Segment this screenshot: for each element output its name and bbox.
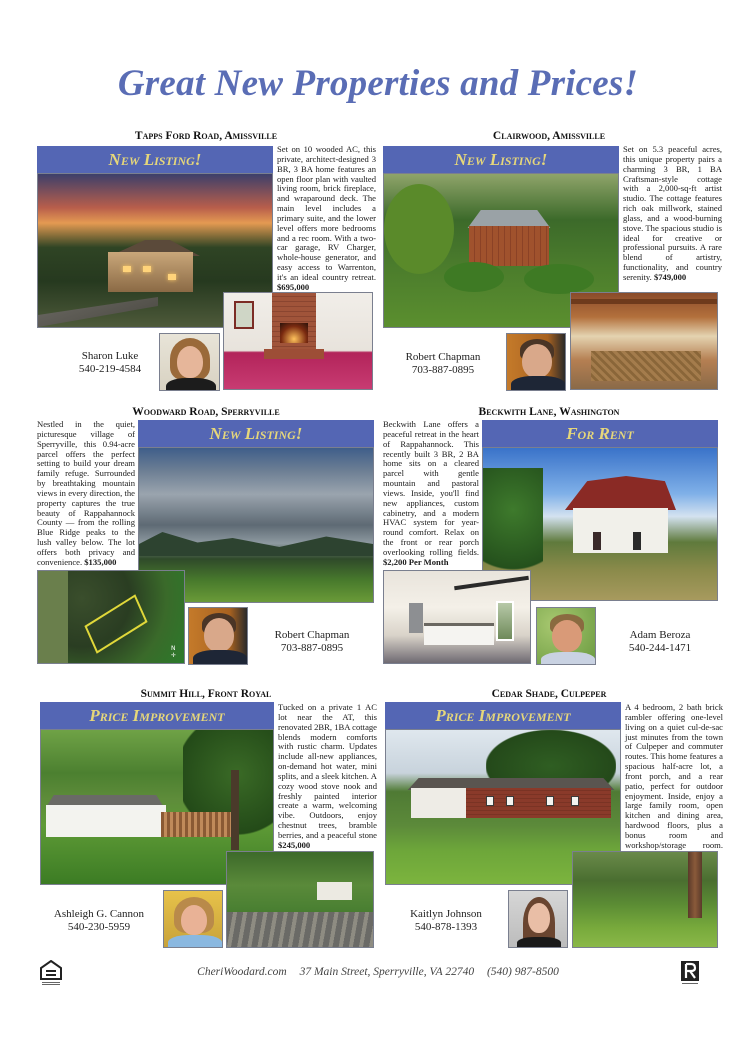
aerial-lot-map: [37, 570, 185, 664]
listing-description: Nestled in the quiet, picturesque village of Sperryville, this 0.94-acre parcel offers the perfect setting to build your dream family refuge. Surrounded by breathtaking mountain views in every direction, the property captures the true beauty of Rappahannock County — from the rolling Blue Ridge peaks to the lush valley below. The lot offers both privacy and convenience. $135,000: [37, 419, 135, 567]
agent-name: Ashleigh G. Cannon: [53, 908, 145, 920]
page-headline: Great New Properties and Prices!: [117, 63, 639, 104]
footer-phone[interactable]: (540) 987-8500: [486, 966, 559, 978]
compass-icon: N ✛: [170, 645, 176, 659]
listing-title: Summit Hill, Front Royal: [140, 688, 272, 700]
agent-photo-sharon-luke: [159, 333, 220, 391]
agent-photo-adam-beroza: [536, 607, 596, 665]
listing-banner: New Listing!: [37, 146, 273, 173]
listing-banner: Price Improvement: [385, 702, 621, 729]
listing-title: Beckwith Lane, Washington: [478, 406, 620, 418]
agent-photo-robert-chapman: [188, 607, 248, 665]
listing-description: Set on 10 wooded AC, this private, architect-designed 3 BR, 3 BA home features an open floor plan with vaulted living room, brick fireplace, and wraparound deck. The main level includes a primary suite, and the lower level offers more bedrooms and a rec room. With a two-car garage, RV Charger, whole-house generator, and easy access to Warrenton, it's an ideal country retreat. $695,000: [277, 144, 376, 292]
listing-price: $135,000: [84, 556, 117, 567]
listing-description: Beckwith Lane offers a peaceful retreat in the heart of Rappahannock. This recently built 3 BR, 2 BA home sits on a cleared parcel with gentle mountain and pastoral views. Inside, you'll find new appliances, custom cabinetry, and a modern HVAC system for year-round comfort. Relax on the front or rear porch overlooking rolling fields. $2,200 Per Month: [383, 419, 479, 567]
agent-photo-robert-chapman: [506, 333, 566, 391]
listing-price: $2,200 Per Month: [383, 556, 449, 567]
agent-phone[interactable]: 540-244-1471: [628, 642, 692, 654]
agent-contact: [60, 350, 160, 376]
footer-address: 37 Main Street, Sperryville, VA 22740: [299, 966, 475, 978]
listing-description: Set on 5.3 peaceful acres, this unique property pairs a charming 3 BR, 1 BA Craftsman-style cottage with a 2,000-sq-ft artist studio. The cottage features rich oak millwork, stained glass, and a wood-burning stove. The spacious studio is ideal for creative or professional pursuits. A rare blend of artistry, functionality, and country serenity. $749,000: [623, 144, 722, 282]
realtor-icon: [680, 960, 700, 986]
agent-contact: [610, 629, 710, 655]
agent-contact: [262, 629, 362, 655]
studio-interior-photo: [570, 292, 718, 390]
listing-banner: Price Improvement: [40, 702, 274, 729]
shaded-driveway-photo: [226, 851, 374, 948]
agent-name: Robert Chapman: [274, 629, 350, 641]
listing-banner: New Listing!: [138, 420, 374, 447]
footer-contact: [0, 966, 756, 978]
listing-title: Tapps Ford Road, Amissville: [134, 130, 278, 142]
agent-contact: [44, 908, 154, 934]
agent-phone[interactable]: 703-887-0895: [280, 642, 344, 654]
listing-price: $695,000: [277, 281, 310, 292]
listing-description: Tucked on a private 1 AC lot near the AT, this renovated 2BR, 1BA cottage blends modern comforts with rustic charm. Updates include all-new appliances, on-demand hot water, mini splits, and a sleek kitchen. A cozy wood stove nook and freshly painted interior create a warm, welcoming vibe. Outdoors, enjoy chestnut trees, bramble berries, and a peaceful stone $245,000: [278, 702, 377, 850]
agent-phone[interactable]: 540-878-1393: [414, 921, 478, 933]
listing-banner: New Listing!: [383, 146, 619, 173]
agent-contact: [393, 351, 493, 377]
agent-name: Adam Beroza: [629, 629, 691, 641]
listing-price: $245,000: [278, 839, 311, 850]
footer-website[interactable]: CheriWoodard.com: [197, 966, 287, 978]
kitchen-photo: [383, 570, 531, 664]
agent-phone[interactable]: 540-219-4584: [78, 363, 142, 375]
agent-name: Robert Chapman: [405, 351, 481, 363]
agent-photo-ashleigh-cannon: [163, 890, 223, 948]
agent-contact: [396, 908, 496, 934]
listing-banner: For Rent: [482, 420, 718, 447]
listing-title: Cedar Shade, Culpeper: [491, 688, 607, 700]
backyard-lawn-photo: [572, 851, 718, 948]
listing-title: Woodward Road, Sperryville: [132, 406, 280, 418]
fireplace-photo: [223, 292, 373, 390]
agent-phone[interactable]: 540-230-5959: [67, 921, 131, 933]
listing-price: $749,000: [653, 271, 687, 282]
agent-name: Kaitlyn Johnson: [410, 908, 482, 920]
agent-photo-kaitlyn-johnson: [508, 890, 568, 948]
listing-title: Clairwood, Amissville: [492, 130, 606, 142]
listing-description: A 4 bedroom, 2 bath brick rambler offering one-level living on a quiet cul-de-sac just minutes from the town of Culpeper and commuter routes. This home features a spacious half-acre lot, a front porch, and a rear patio, perfect for outdoor enjoyment. Inside, enjoy a large family room, open kitchen and dining area, hardwood floors, plus a bonus room and workshop/storage room.: [625, 703, 723, 861]
agent-name: Sharon Luke: [81, 350, 139, 362]
agent-phone[interactable]: 703-887-0895: [411, 364, 475, 376]
